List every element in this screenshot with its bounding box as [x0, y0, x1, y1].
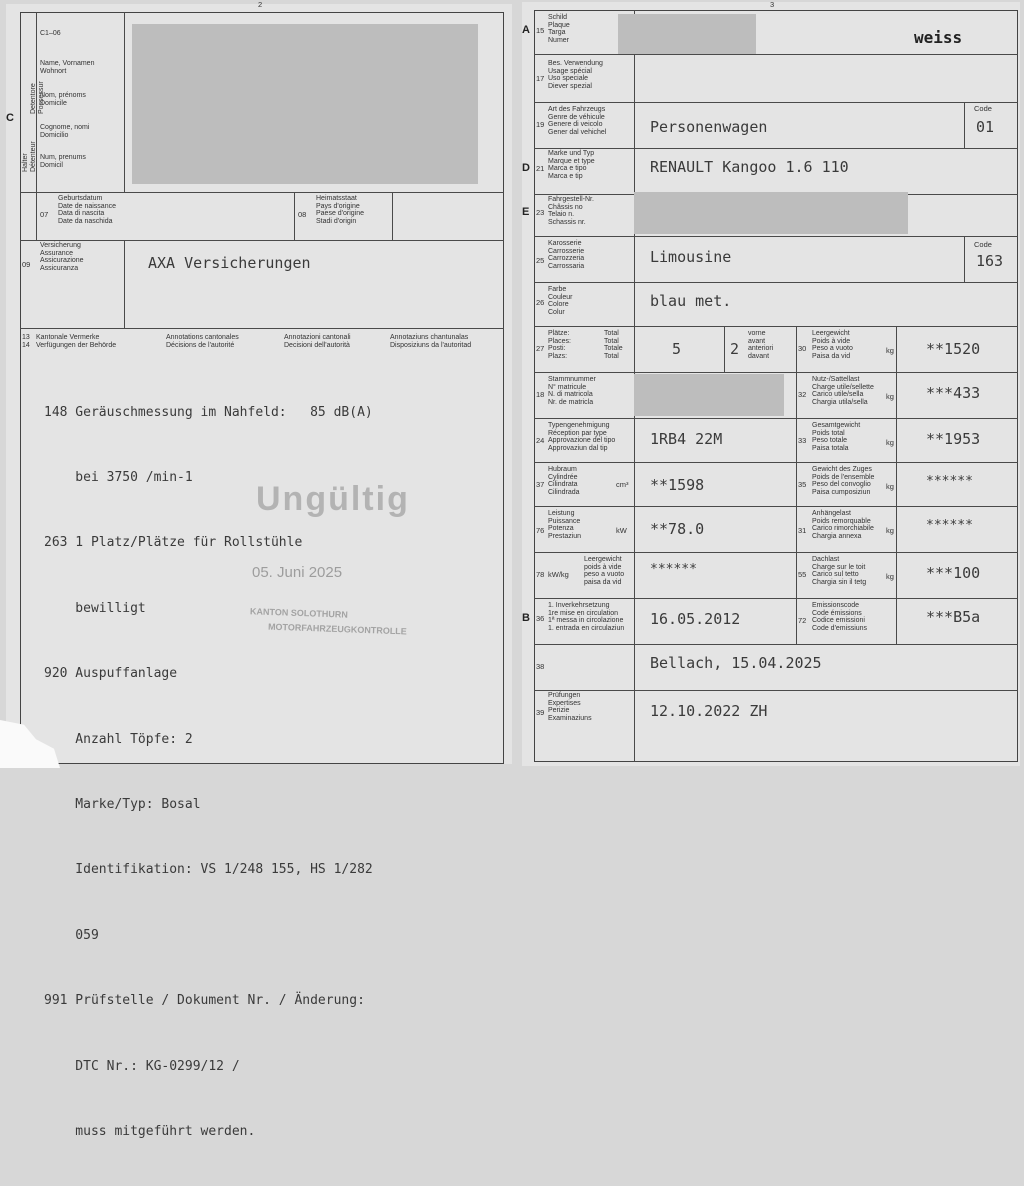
row-num: 35 — [798, 480, 807, 489]
row-num: 21 — [536, 164, 545, 173]
row-num: 72 — [798, 616, 807, 625]
birth-label: Geburtsdatum Date de naissance Data di nascita Date da naschida — [58, 195, 116, 225]
origin-label: Heimatsstaat Pays d'origine Paese d'origine Stadi d'origin — [316, 195, 365, 225]
inspections-label: Prüfungen Expertises Perizie Examinaziuns — [548, 692, 592, 722]
code-label: Code — [974, 104, 992, 113]
row-num: 19 — [536, 120, 545, 129]
redacted-chassis — [634, 192, 908, 234]
holder-side-label: Halter Détenteur — [22, 141, 37, 172]
power-weight-label: Leergewicht poids à vide peso a vuoto paisa da vid — [584, 556, 625, 586]
unit-kg: kg — [886, 346, 894, 355]
row-num: 17 — [536, 74, 545, 83]
row-num: 18 — [536, 390, 545, 399]
displacement-value: **1598 — [650, 476, 705, 494]
note-line: 991 Prüfstelle / Dokument Nr. / Änderung: — [44, 993, 365, 1009]
unit-kg: kg — [886, 392, 894, 401]
annotations-list — [44, 358, 494, 1186]
page-number: 2 — [258, 0, 263, 9]
note-line: 920 Auspuffanlage — [44, 666, 178, 682]
vehicle-type-code: 01 — [976, 118, 995, 136]
origin-num: 08 — [298, 210, 307, 219]
plate-color-value: weiss — [914, 28, 963, 47]
stamp-date: 05. Juni 2025 — [252, 564, 343, 581]
power-weight-value: ****** — [650, 562, 697, 577]
master-number-label: Stammnummer N° matricule N. di matricola Nr. de matricla — [548, 376, 596, 406]
unit-kg: kg — [886, 526, 894, 535]
holder-label-fr: Nom, prénoms Domicile — [40, 92, 86, 107]
page-number: 3 — [770, 0, 775, 9]
holder-label-it: Cognome, nomi Domicilio — [40, 124, 90, 139]
body-value: Limousine — [650, 248, 732, 266]
row-num: 26 — [536, 298, 545, 307]
make-model-value: RENAULT Kangoo 1.6 110 — [650, 158, 849, 176]
roof-load-value: ***100 — [926, 564, 981, 582]
note-line: DTC Nr.: KG-0299/12 / — [44, 1058, 240, 1074]
annot-rm: Annotaziuns chantunalas Disposiziuns da l'autoritad — [390, 334, 472, 349]
displacement-label: Hubraum Cylindrée Cilindrata Cilindrada — [548, 466, 580, 496]
annot-de: Kantonale Vermerke Verfügungen der Behörde — [36, 334, 117, 349]
type-approval-value: 1RB4 22M — [650, 430, 723, 448]
birth-num: 07 — [40, 210, 49, 219]
unit-kw: kW — [616, 526, 627, 535]
annot-nums: 13 14 — [22, 334, 30, 349]
seats-label: Plätze: Places: Posti: Plazs: — [548, 330, 571, 360]
right-page — [522, 2, 1020, 766]
note-line: 263 1 Platz/Plätze für Rollstühle — [44, 535, 303, 551]
row-num: 25 — [536, 256, 545, 265]
note-line: bewilligt — [44, 600, 146, 616]
annot-it: Annotazioni cantonali Decisioni dell'autorità — [284, 334, 351, 349]
row-num: 33 — [798, 436, 807, 445]
usage-label: Bes. Verwendung Usage spécial Uso speciale Diever spezial — [548, 60, 603, 90]
stamp-office: MOTORFAHRZEUGKONTROLLE — [267, 621, 407, 637]
seats-front-value: 2 — [730, 340, 740, 358]
row-num: 27 — [536, 344, 545, 353]
total-weight-label: Gesamtgewicht Poids total Peso totale Paisa totala — [812, 422, 861, 452]
holder-label-de: Name, Vornamen Wohnort — [40, 60, 95, 75]
insurance-num: 09 — [22, 260, 31, 269]
row-num: 39 — [536, 708, 545, 717]
note-line: Marke/Typ: Bosal — [44, 796, 201, 812]
redacted-plate — [618, 14, 756, 54]
make-model-label: Marke und Typ Marque et type Marca e tipo Marca e tip — [548, 150, 595, 180]
unit-kg: kg — [886, 572, 894, 581]
holder-side-label-2: Detentore Possessur — [30, 81, 45, 114]
section-letter-c: C — [6, 112, 14, 124]
empty-weight-label: Leergewicht Poids à vide Peso a vuoto Paisa da vid — [812, 330, 853, 360]
unit-cm3: cm³ — [616, 480, 629, 489]
note-line: 148 Geräuschmessung im Nahfeld: 85 dB(A) — [44, 404, 373, 420]
insurance-label: Versicherung Assurance Assicurazione Assicuranza — [40, 242, 84, 272]
payload-label: Nutz-/Sattellast Charge utile/sellette Carico utile/sella Chargia utila/sella — [812, 376, 874, 406]
row-letter-d: D — [522, 162, 530, 174]
empty-weight-value: **1520 — [926, 340, 981, 358]
note-line: muss mitgeführt werden. — [44, 1123, 256, 1139]
stamp-canton: KANTON SOLOTHURN — [249, 606, 348, 620]
power-value: **78.0 — [650, 520, 705, 538]
note-line: 059 — [44, 927, 99, 943]
inspections-value: 12.10.2022 ZH — [650, 702, 768, 720]
body-label: Karosserie Carrosserie Carrozzeria Carrossaria — [548, 240, 585, 270]
holder-code: C1–06 — [40, 30, 61, 37]
row-num: 30 — [798, 344, 807, 353]
row-num: 32 — [798, 390, 807, 399]
trailer-load-value: ****** — [926, 518, 973, 533]
row-num: 15 — [536, 26, 545, 35]
row-letter-e: E — [522, 206, 530, 218]
emission-value: ***B5a — [926, 608, 981, 626]
trailer-load-label: Anhängelast Poids remorquable Carico rimorchiabile Chargia annexa — [812, 510, 874, 540]
holder-label-rm: Num, prenums Domicil — [40, 154, 86, 169]
note-line: Identifikation: VS 1/248 155, HS 1/282 — [44, 862, 373, 878]
first-reg-value: 16.05.2012 — [650, 610, 741, 628]
row-num: 37 — [536, 480, 545, 489]
row-num: 78 — [536, 570, 545, 579]
seats-total-label: Total Total Totale Total — [604, 330, 623, 360]
note-line: Anzahl Töpfe: 2 — [44, 731, 193, 747]
type-approval-label: Typengenehmigung Réception par type Approvazione del tipo Approvaziun dal tip — [548, 422, 616, 452]
row-num: 36 — [536, 614, 545, 623]
emission-label: Emissionscode Code émissions Codice emissioni Code d'emissiuns — [812, 602, 868, 632]
unit-kg: kg — [886, 482, 894, 491]
row-num: 23 — [536, 208, 545, 217]
unit-kg: kg — [886, 438, 894, 447]
seats-total-value: 5 — [672, 340, 682, 358]
payload-value: ***433 — [926, 384, 981, 402]
annot-fr: Annotations cantonales Décisions de l'autorité — [166, 334, 239, 349]
insurance-value: AXA Versicherungen — [148, 254, 311, 272]
total-weight-value: **1953 — [926, 430, 981, 448]
train-weight-label: Gewicht des Zuges Poids de l'ensemble Peso del convoglio Paisa cumposiziun — [812, 466, 875, 496]
first-reg-label: 1. Inverkehrsetzung 1re mise en circulation 1ª messa in circolazione 1. entrada en circulaziun — [548, 602, 625, 632]
plate-label: Schild Plaque Targa Numer — [548, 14, 570, 44]
vehicle-type-label: Art des Fahrzeugs Genre de véhicule Genere di veicolo Gener dal vehichel — [548, 106, 607, 136]
power-label: Leistung Puissance Potenza Prestaziun — [548, 510, 582, 540]
code-label: Code — [974, 240, 992, 249]
row-num: 38 — [536, 662, 545, 671]
color-label: Farbe Couleur Colore Colur — [548, 286, 573, 316]
body-code: 163 — [976, 252, 1004, 270]
left-page — [6, 0, 512, 1139]
redacted-master-number — [634, 374, 784, 416]
chassis-label: Fahrgestell-Nr. Châssis no Telaio n. Schassis nr. — [548, 196, 594, 226]
vehicle-type-value: Personenwagen — [650, 118, 768, 136]
roof-load-label: Dachlast Charge sur le toit Carico sul tetto Chargia sin il tetg — [812, 556, 867, 586]
place-date-value: Bellach, 15.04.2025 — [650, 654, 822, 672]
row-num: 55 — [798, 570, 807, 579]
row-num: 31 — [798, 526, 807, 535]
row-num: 76 — [536, 526, 545, 535]
color-value: blau met. — [650, 292, 732, 310]
train-weight-value: ****** — [926, 474, 973, 489]
row-letter-b: B — [522, 612, 530, 624]
power-weight-unit: kW/kg — [548, 570, 569, 579]
stamp-invalid: Ungültig — [256, 480, 410, 518]
note-line: bei 3750 /min-1 — [44, 469, 193, 485]
row-num: 24 — [536, 436, 545, 445]
row-letter-a: A — [522, 24, 530, 36]
seats-front-label: vorne avant anteriori davant — [748, 330, 774, 360]
redacted-holder-name — [132, 24, 478, 184]
